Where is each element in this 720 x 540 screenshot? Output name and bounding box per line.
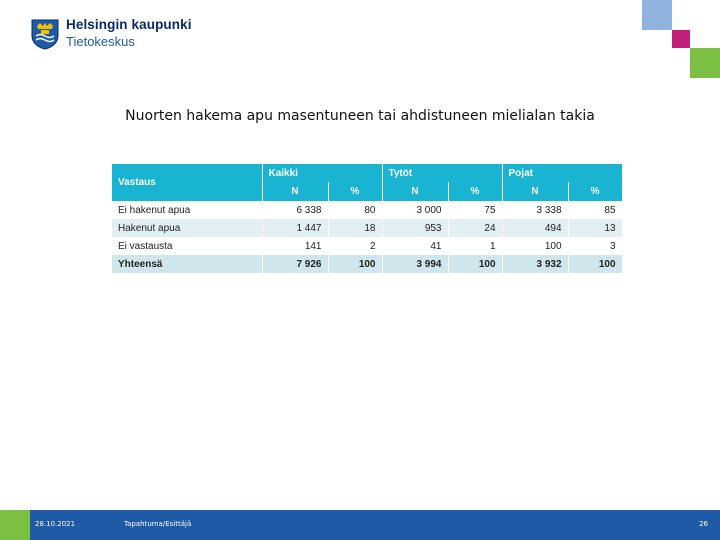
header-vastaus: Vastaus (112, 164, 262, 201)
table-cell: 18 (328, 219, 382, 237)
logo-title: Helsingin kaupunki (66, 17, 192, 32)
header-kaikki: Kaikki (262, 164, 382, 182)
table-cell: 3 994 (382, 255, 448, 273)
row-label: Ei hakenut apua (112, 201, 262, 219)
table-cell: 953 (382, 219, 448, 237)
footer-green-square (0, 510, 30, 540)
table-cell: 24 (448, 219, 502, 237)
page-number: 26 (699, 520, 708, 528)
table-cell: 3 (568, 237, 622, 255)
helsinki-logo (30, 18, 192, 50)
table-cell: 7 926 (262, 255, 328, 273)
table-cell: 6 338 (262, 201, 328, 219)
footer-event: Tapahtuma/Esittäjä (124, 520, 192, 528)
table-cell: 85 (568, 201, 622, 219)
table-row (112, 237, 622, 255)
table-cell: 13 (568, 219, 622, 237)
table-cell: 100 (448, 255, 502, 273)
subheader-n: N (502, 182, 568, 201)
table-cell: 3 932 (502, 255, 568, 273)
footer-bar (0, 510, 720, 540)
decor-square-magenta (672, 30, 690, 48)
table-cell: 1 (448, 237, 502, 255)
helsinki-crest-icon (30, 18, 60, 50)
table-cell: 80 (328, 201, 382, 219)
table-row (112, 201, 622, 219)
subheader-percent: % (448, 182, 502, 201)
table-cell: 141 (262, 237, 328, 255)
data-table-container (112, 164, 622, 273)
table-cell: 3 000 (382, 201, 448, 219)
table-row (112, 219, 622, 237)
table-cell: 1 447 (262, 219, 328, 237)
subheader-percent: % (568, 182, 622, 201)
table-cell: 75 (448, 201, 502, 219)
header-tytot: Tytöt (382, 164, 502, 182)
decor-square-blue (642, 0, 672, 30)
decor-square-green (690, 48, 720, 78)
table-cell: 41 (382, 237, 448, 255)
row-label: Ei vastausta (112, 237, 262, 255)
table-cell: 100 (502, 237, 568, 255)
total-label: Yhteensä (112, 255, 262, 273)
slide-title: Nuorten hakema apu masentuneen tai ahdistuneen mielialan takia (125, 108, 595, 124)
table-header-row (112, 164, 622, 182)
subheader-percent: % (328, 182, 382, 201)
table-cell: 494 (502, 219, 568, 237)
table-cell: 100 (568, 255, 622, 273)
table-cell: 2 (328, 237, 382, 255)
table-total-row (112, 255, 622, 273)
subheader-n: N (262, 182, 328, 201)
data-table (112, 164, 623, 273)
subheader-n: N (382, 182, 448, 201)
footer-date: 28.10.2021 (35, 520, 76, 528)
row-label: Hakenut apua (112, 219, 262, 237)
header-pojat: Pojat (502, 164, 622, 182)
logo-subtitle: Tietokeskus (66, 33, 135, 49)
table-cell: 100 (328, 255, 382, 273)
table-cell: 3 338 (502, 201, 568, 219)
